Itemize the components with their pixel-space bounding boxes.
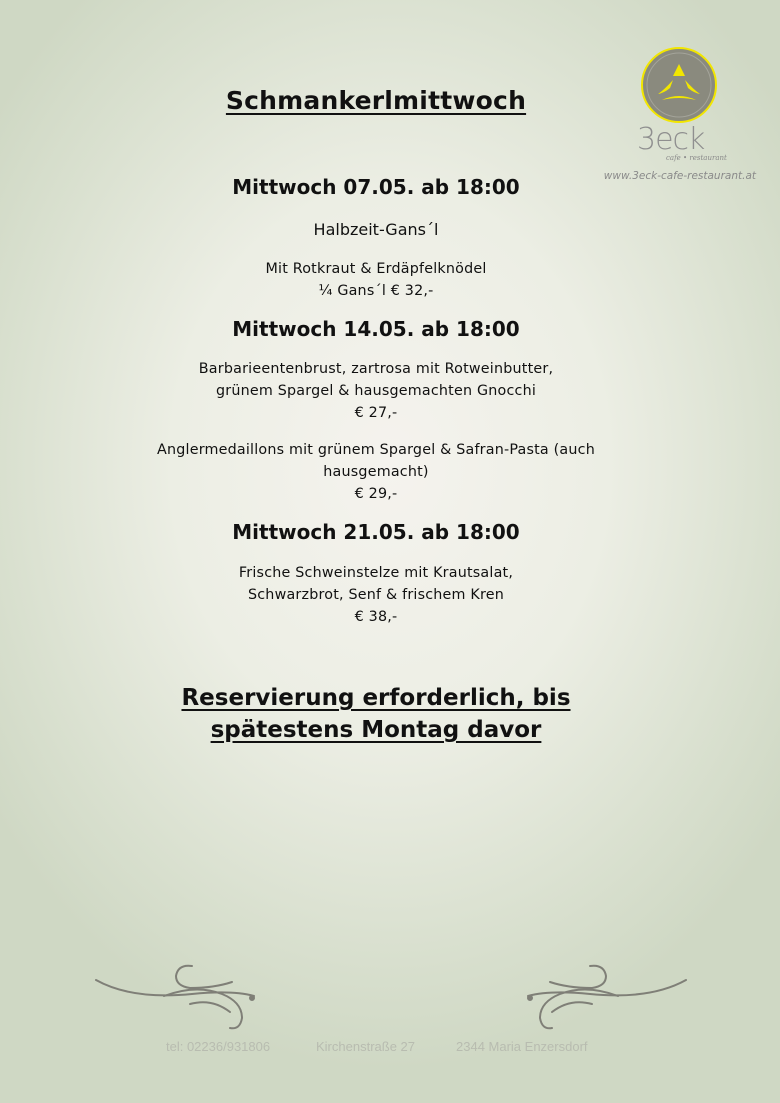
dish-price-line: ¼ Gans´l € 32,- <box>318 283 434 299</box>
dish-price: € 27,- <box>354 405 398 421</box>
dish-title: Halbzeit-Gans´l <box>313 220 439 239</box>
dish-description <box>0 258 752 302</box>
logo-tagline: cafe • restaurant <box>666 154 727 162</box>
dish-line: grünem Spargel & hausgemachten Gnocchi <box>215 383 537 399</box>
dish-line: Mit Rotkraut & Erdäpfelknödel <box>265 261 487 277</box>
dish-line: Anglermedaillons mit grünem Spargel & Safran-Pasta (auch <box>157 442 595 458</box>
footer-street: Kirchenstraße 27 <box>316 1039 415 1054</box>
page-title: Schmankerlmittwoch <box>225 86 527 115</box>
dish-line: Schwarzbrot, Senf & frischem Kren <box>247 587 505 603</box>
notice-line: Reservierung erforderlich, bis <box>181 685 571 711</box>
dish-price: € 38,- <box>354 609 398 625</box>
dish-description <box>0 439 752 505</box>
dish-line: Frische Schweinstelze mit Krautsalat, <box>238 565 514 581</box>
dish-line: Barbarieentenbrust, zartrosa mit Rotweinbutter, <box>198 361 554 377</box>
right-ornament-icon <box>510 958 690 1038</box>
reservation-notice <box>0 682 752 746</box>
footer-city: 2344 Maria Enzersdorf <box>456 1039 588 1054</box>
footer-phone: tel: 02236/931806 <box>166 1039 271 1054</box>
day-heading: Mittwoch 14.05. ab 18:00 <box>232 317 520 341</box>
day-heading: Mittwoch 07.05. ab 18:00 <box>232 175 520 199</box>
dish-price: € 29,- <box>354 486 398 502</box>
logo-name: 3eck <box>637 122 705 157</box>
restaurant-logo <box>600 46 756 186</box>
logo-emblem-icon <box>640 46 718 124</box>
dish-line: hausgemacht) <box>323 464 429 480</box>
dish-description <box>0 562 752 628</box>
website-link[interactable]: www.3eck-cafe-restaurant.at <box>603 170 756 182</box>
day-heading: Mittwoch 21.05. ab 18:00 <box>232 520 520 544</box>
left-ornament-icon <box>92 958 272 1038</box>
dish-description <box>0 358 752 424</box>
notice-line: spätestens Montag davor <box>210 717 542 743</box>
